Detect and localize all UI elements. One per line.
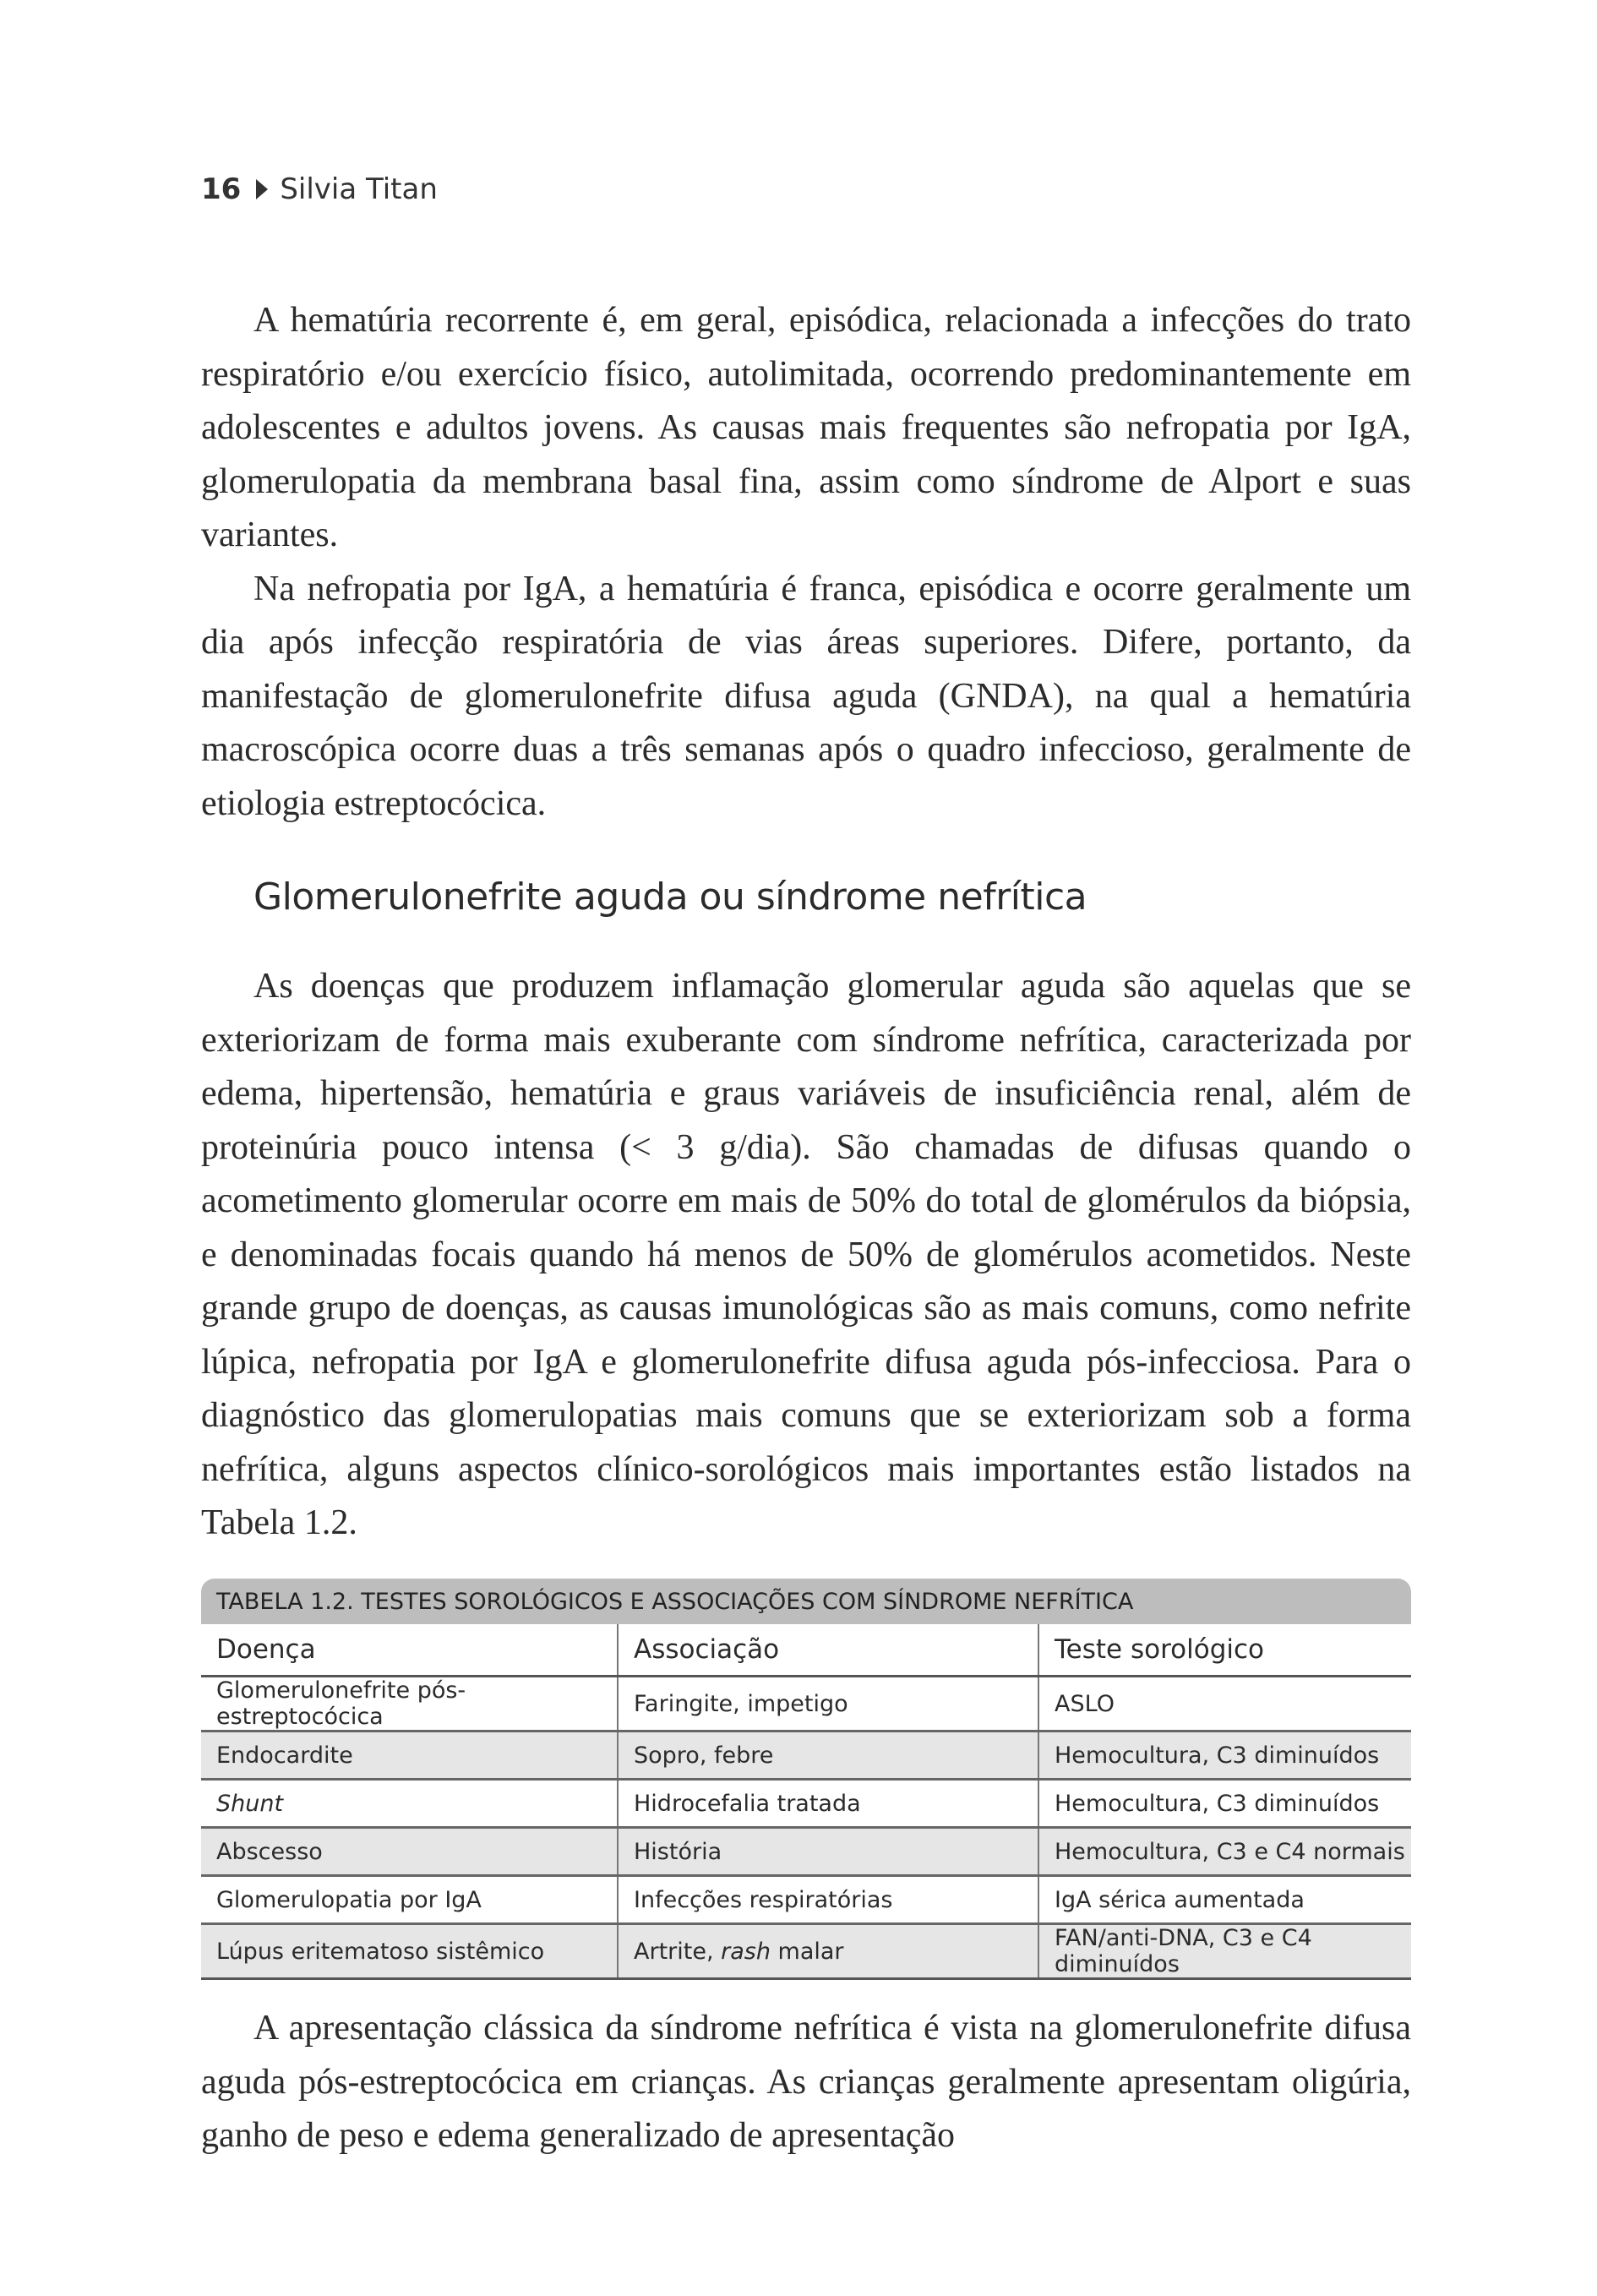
author-name: Silvia Titan xyxy=(280,172,438,206)
cell-disease-italic: Shunt xyxy=(216,1790,284,1817)
cell-association xyxy=(618,1924,1038,1979)
table-row xyxy=(201,1924,1411,1979)
page-number: 16 xyxy=(201,172,242,206)
cell-serology-test: Hemocultura, C3 e C4 normais xyxy=(1038,1828,1411,1876)
serology-table xyxy=(201,1624,1411,1980)
cell-serology-test: FAN/anti-DNA, C3 e C4 diminuídos xyxy=(1038,1924,1411,1979)
paragraph-classic-presentation: A apresentação clássica da síndrome nefrítica é vista na glomerulonefrite difusa aguda pós-estreptocócica em crianças. As crianças geralmente apresentam oligúria, ganho de peso e edema generalizado de apresentação xyxy=(201,2009,1411,2155)
cell-association: Faringite, impetigo xyxy=(618,1677,1038,1732)
running-head xyxy=(201,172,438,206)
paragraph-iga-nephropathy: Na nefropatia por IgA, a hematúria é franca, episódica e ocorre geralmente um dia após infecção respiratória de vias áreas superiores. Difere, portanto, da manifestação de glomerulonefrite difusa aguda (GNDA), na qual a hematúria macroscópica ocorre duas a três semanas após o quadro infeccioso, geralmente de etiologia estreptocócica. xyxy=(201,569,1411,823)
cell-serology-test: IgA sérica aumentada xyxy=(1038,1876,1411,1924)
cell-association: Sopro, febre xyxy=(618,1732,1038,1780)
table-header-row xyxy=(201,1624,1411,1677)
table-1-2 xyxy=(201,1579,1411,1980)
table-caption: TABELA 1.2. TESTES SOROLÓGICOS E ASSOCIAÇÕES COM SÍNDROME NEFRÍTICA xyxy=(201,1579,1411,1624)
cell-serology-test: Hemocultura, C3 diminuídos xyxy=(1038,1732,1411,1780)
column-header-serology-test: Teste sorológico xyxy=(1038,1624,1411,1677)
column-header-association: Associação xyxy=(618,1624,1038,1677)
closing-text-block xyxy=(201,2002,1411,2163)
cell-association: Hidrocefalia tratada xyxy=(618,1780,1038,1828)
triangle-right-icon xyxy=(256,179,268,199)
table-row xyxy=(201,1828,1411,1876)
table-row xyxy=(201,1677,1411,1732)
cell-association: Infecções respiratórias xyxy=(618,1876,1038,1924)
table-row xyxy=(201,1732,1411,1780)
cell-disease: Endocardite xyxy=(201,1732,618,1780)
cell-disease: Glomerulonefrite pós-estreptocócica xyxy=(201,1677,618,1732)
cell-serology-test: Hemocultura, C3 diminuídos xyxy=(1038,1780,1411,1828)
column-header-disease: Doença xyxy=(201,1624,618,1677)
section-heading: Glomerulonefrite aguda ou síndrome nefrítica xyxy=(253,875,1087,919)
cell-serology-test: ASLO xyxy=(1038,1677,1411,1732)
cell-disease: Abscesso xyxy=(201,1828,618,1876)
association-text: Artrite, xyxy=(634,1938,722,1965)
cell-disease xyxy=(201,1780,618,1828)
cell-disease: Glomerulopatia por IgA xyxy=(201,1876,618,1924)
cell-association: História xyxy=(618,1828,1038,1876)
association-text-end: malar xyxy=(770,1938,844,1965)
paragraph-recurrent-hematuria: A hematúria recorrente é, em geral, episódica, relacionada a infecções do trato respiratório e/ou exercício físico, autolimitada, ocorrendo predominantemente em adolescentes e adultos jovens. As causas mais frequentes são nefropatia por IgA, glomerulopatia da membrana basal fina, assim como síndrome de Alport e suas variantes. xyxy=(201,301,1411,554)
table-row xyxy=(201,1876,1411,1924)
table-row xyxy=(201,1780,1411,1828)
cell-disease: Lúpus eritematoso sistêmico xyxy=(201,1924,618,1979)
section-text-block xyxy=(201,960,1411,1551)
paragraph-nephritic-syndrome: As doenças que produzem inflamação glomerular aguda são aquelas que se exteriorizam de forma mais exuberante com síndrome nefrítica, caracterizada por edema, hipertensão, hematúria e graus variáveis de insuficiência renal, além de proteinúria pouco intensa (< 3 g/dia). São chamadas de difusas quando o acometimento glomerular ocorre em mais de 50% do total de glomérulos da biópsia, e denominadas focais quando há menos de 50% de glomérulos acometidos. Neste grande grupo de doenças, as causas imunológicas são as mais comuns, como nefrite lúpica, nefropatia por IgA e glomerulonefrite difusa aguda pós-infecciosa. Para o diagnóstico das glomerulopatias mais comuns que se exteriorizam sob a forma nefrítica, alguns aspectos clínico-sorológicos mais importantes estão listados na Tabela 1.2. xyxy=(201,967,1411,1542)
association-italic: rash xyxy=(721,1938,771,1965)
intro-text-block xyxy=(201,294,1411,831)
